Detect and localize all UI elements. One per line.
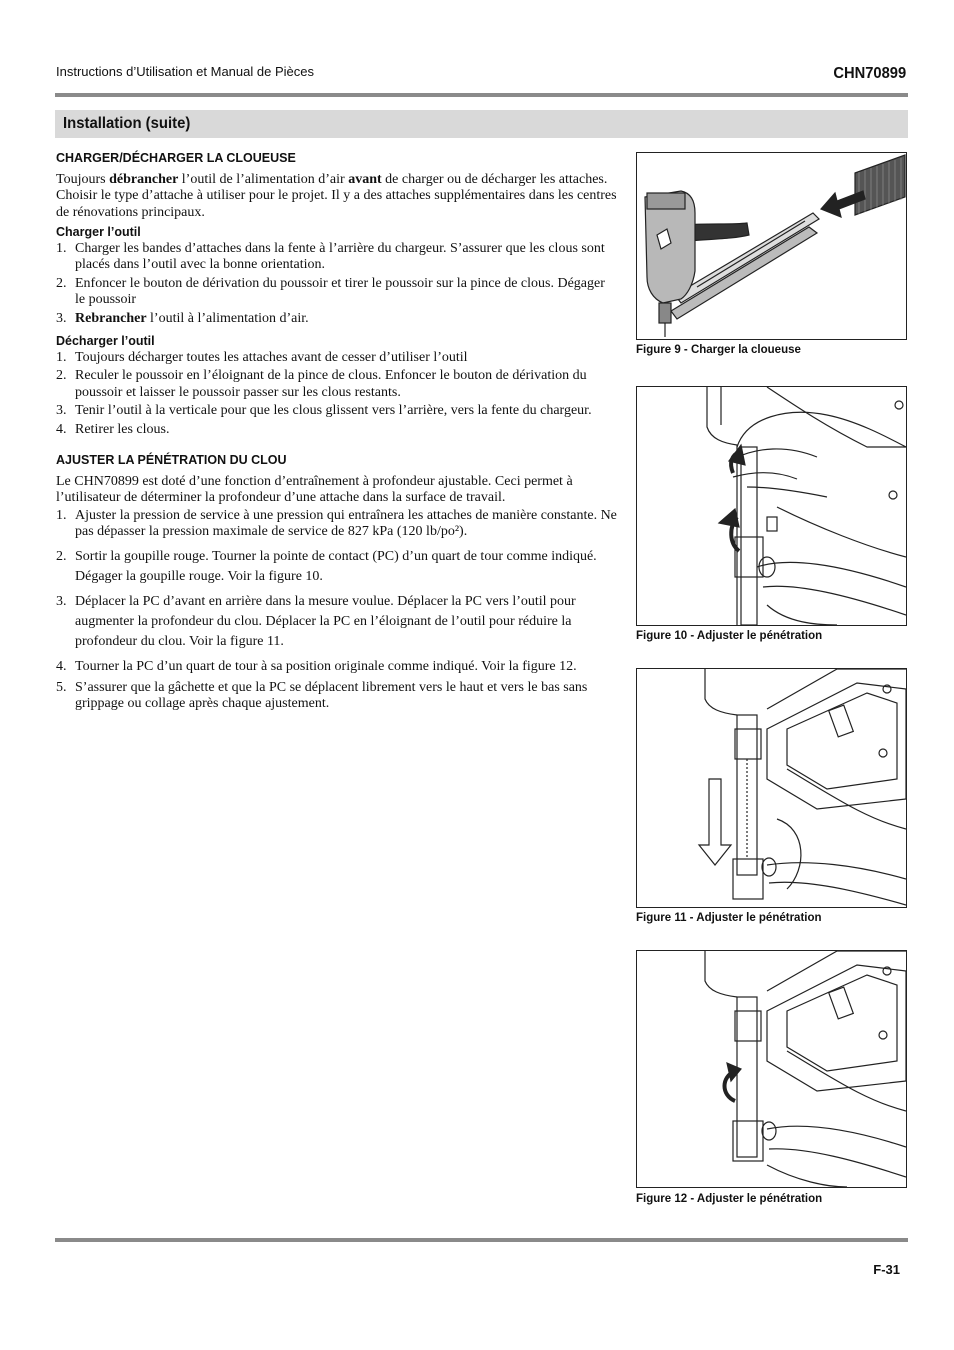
- section-title-load-unload: CHARGER/DÉCHARGER LA CLOUEUSE: [56, 151, 296, 165]
- list-item: 2. Sortir la goupille rouge. Tourner la pointe de contact (PC) d’un quart de tour comme indiqué. Dégager la goupille rouge. Voir la figure 10.: [56, 548, 597, 584]
- list-item: 5. S’assurer que la gâchette et que la PC se déplacent librement vers le haut et vers le bas sans grippage ou collage après chaque ajustement.: [56, 679, 588, 711]
- list-item: 2. Enfoncer le bouton de dérivation du poussoir et tirer le poussoir sur la pince de clous. Dégager le poussoir: [56, 275, 605, 307]
- footer-rule: [55, 1238, 908, 1242]
- figure-9-image: [636, 152, 907, 340]
- figure-9-caption: Figure 9 - Charger la cloueuse: [636, 344, 801, 356]
- header-title: Instructions d’Utilisation et Manual de Pièces: [56, 64, 314, 79]
- section-title-penetration: AJUSTER LA PÉNÉTRATION DU CLOU: [56, 453, 287, 467]
- figure-10-caption: Figure 10 - Adjuster le pénétration: [636, 630, 823, 642]
- list-item: 1. Charger les bandes d’attaches dans la fente à l’arrière du chargeur. S’assurer que les clous sont placés dans l’outil avec la bonne orientation.: [56, 240, 605, 272]
- subtitle-load: Charger l’outil: [56, 225, 141, 239]
- penetration-step-5: [56, 680, 618, 713]
- list-item: 4. Tourner la PC d’un quart de tour à sa position originale comme indiqué. Voir la figure 12.: [56, 658, 577, 674]
- banner-title: Installation (suite): [63, 115, 191, 132]
- figure-10-image: [636, 386, 907, 626]
- penetration-steps: [56, 547, 618, 677]
- figure-12-image: [636, 950, 907, 1188]
- page-number: F-31: [873, 1262, 900, 1277]
- section-banner: [55, 110, 908, 138]
- penetration-intro: Le CHN70899 est doté d’une fonction d’entraînement à profondeur ajustable. Ceci permet à l’utilisateur de déterminer la profondeur d’une attache dans la surface de travail.: [56, 473, 573, 505]
- list-item: 2. Reculer le poussoir en l’éloignant de la pince de clous. Enfoncer le bouton de dérivation du poussoir et laisser le poussoir passer sur les clous restants.: [56, 368, 587, 400]
- figure-11-caption: Figure 11 - Adjuster le pénétration: [636, 912, 822, 924]
- load-steps: [56, 241, 618, 328]
- model-number: CHN70899: [833, 65, 906, 82]
- list-item: 3. Déplacer la PC d’avant en arrière dans la mesure voulue. Déplacer la PC vers l’outil pour augmenter la profondeur du clou. Déplacer la PC en l’éloignant de l’outil pour réduire la profondeur du clou. Voir la figure 11.: [56, 593, 576, 649]
- list-item: 4. Retirer les clous.: [56, 421, 170, 437]
- unload-steps: [56, 350, 618, 439]
- figure-11-image: [636, 668, 907, 908]
- load-intro: Toujours débrancher l’outil de l’alimentation d’air avant de charger ou de décharger les attaches. Choisir le type d’attache à utiliser pour le projet. Il y a des attaches supplémentaires dans les centres de rénovations principaux.: [56, 171, 617, 220]
- list-item: 1. Toujours décharger toutes les attaches avant de cesser d’utiliser l’outil: [56, 349, 468, 365]
- header-rule: [55, 93, 908, 97]
- figure-12-caption: Figure 12 - Adjuster le pénétration: [636, 1193, 823, 1205]
- text-column: [56, 150, 618, 715]
- subtitle-unload: Décharger l’outil: [56, 334, 155, 348]
- list-item: 3. Tenir l’outil à la verticale pour que les clous glissent vers l’arrière, vers la fente du chargeur.: [56, 403, 592, 418]
- list-item: 3. Rebrancher l’outil à l’alimentation d’air.: [56, 310, 309, 326]
- list-item: 1. Ajuster la pression de service à une pression qui entraînera les attaches de manière constante. Ne pas dépasser la pression maximale de service de 827 kPa (120 lb/po²).: [56, 507, 617, 539]
- penetration-step-1: [56, 508, 618, 541]
